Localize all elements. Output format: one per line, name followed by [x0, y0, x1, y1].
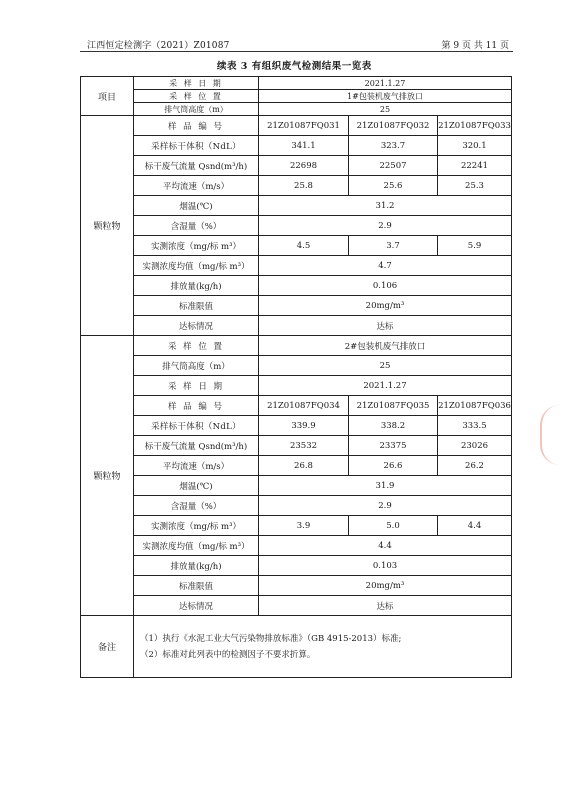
table-row — [81, 77, 512, 90]
g2-measured-conc: 3.9 — [259, 516, 349, 536]
label-sample-location: 采 样 位 置 — [134, 336, 259, 356]
table-row — [81, 116, 512, 136]
label-sample-no: 样 品 编 号 — [134, 116, 259, 136]
label-standard-limit: 标准限值 — [134, 296, 259, 316]
table-row — [81, 316, 512, 336]
table-row — [81, 136, 512, 156]
g1-avg-velocity: 25.6 — [349, 176, 438, 196]
g2-std-dry-volume: 339.9 — [259, 416, 349, 436]
table-title: 续表 3 有组织废气检测结果一览表 — [217, 61, 372, 72]
label-avg-conc: 实测浓度均值（mg/标 m³） — [134, 536, 259, 556]
g1-measured-conc: 3.7 — [349, 236, 438, 256]
g2-standard-limit: 20mg/m³ — [259, 576, 512, 596]
table-row — [81, 176, 512, 196]
g2-avg-velocity: 26.8 — [259, 456, 349, 476]
g1-measured-conc: 5.9 — [438, 236, 512, 256]
report-number: 江西恒定检测字（2021）Z01087 — [87, 41, 230, 51]
g1-moisture: 2.9 — [259, 216, 512, 236]
table-row — [81, 596, 512, 616]
g1-sample-no: 21Z01087FQ032 — [349, 116, 438, 136]
g1-pollutant-cell: 颗粒物 — [81, 116, 134, 336]
page-indicator: 第 9 页 共 11 页 — [441, 41, 509, 51]
g2-sample-date: 2021.1.27 — [259, 376, 512, 396]
label-avg-velocity: 平均流速（m/s） — [134, 176, 259, 196]
table-row — [81, 516, 512, 536]
label-stack-height: 排气筒高度（m） — [134, 356, 259, 376]
table-row — [81, 416, 512, 436]
emission-results-table — [80, 76, 512, 678]
g1-sample-no: 21Z01087FQ031 — [259, 116, 349, 136]
label-standard-limit: 标准限值 — [134, 576, 259, 596]
label-measured-conc: 实测浓度（mg/标 m³） — [134, 516, 259, 536]
g2-avg-conc: 4.4 — [259, 536, 512, 556]
g2-compliance: 达标 — [259, 596, 512, 616]
g1-sample-location: 1#包装机废气排放口 — [259, 90, 512, 103]
label-sample-date: 采 样 日 期 — [134, 77, 259, 90]
g2-std-dry-flow: 23532 — [259, 436, 349, 456]
g1-measured-conc: 4.5 — [259, 236, 349, 256]
label-sample-date: 采 样 日 期 — [134, 376, 259, 396]
label-emission-rate: 排放量(kg/h) — [134, 556, 259, 576]
seal-stamp-edge — [540, 405, 560, 465]
g2-sample-no: 21Z01087FQ034 — [259, 396, 349, 416]
g1-std-dry-flow: 22241 — [438, 156, 512, 176]
table-row — [81, 216, 512, 236]
g2-stack-height: 25 — [259, 356, 512, 376]
g2-flue-temp: 31.9 — [259, 476, 512, 496]
label-std-dry-volume: 采样标干体积（NdL） — [134, 136, 259, 156]
g2-moisture: 2.9 — [259, 496, 512, 516]
g2-measured-conc: 4.4 — [438, 516, 512, 536]
label-compliance: 达标情况 — [134, 596, 259, 616]
g1-avg-velocity: 25.3 — [438, 176, 512, 196]
label-std-dry-flow: 标干废气流量 Qsnd(m³/h) — [134, 156, 259, 176]
label-measured-conc: 实测浓度（mg/标 m³） — [134, 236, 259, 256]
g1-sample-no: 21Z01087FQ033 — [438, 116, 512, 136]
g1-emission-rate: 0.106 — [259, 276, 512, 296]
g1-std-dry-flow: 22507 — [349, 156, 438, 176]
table-row — [81, 236, 512, 256]
g2-measured-conc: 5.0 — [349, 516, 438, 536]
g2-avg-velocity: 26.6 — [349, 456, 438, 476]
table-row — [81, 276, 512, 296]
label-sample-location: 采 样 位 置 — [134, 90, 259, 103]
table-row — [81, 356, 512, 376]
table-row — [81, 456, 512, 476]
remarks-label: 备注 — [81, 616, 134, 678]
g2-emission-rate: 0.103 — [259, 556, 512, 576]
g2-sample-location: 2#包装机废气排放口 — [259, 336, 512, 356]
g2-sample-no: 21Z01087FQ035 — [349, 396, 438, 416]
g1-std-dry-volume: 341.1 — [259, 136, 349, 156]
g2-std-dry-volume: 338.2 — [349, 416, 438, 436]
table-row — [81, 336, 512, 356]
header-divider — [80, 51, 513, 52]
table-row — [81, 616, 512, 678]
label-emission-rate: 排放量(kg/h) — [134, 276, 259, 296]
g2-std-dry-flow: 23375 — [349, 436, 438, 456]
g1-flue-temp: 31.2 — [259, 196, 512, 216]
label-compliance: 达标情况 — [134, 316, 259, 336]
g1-avg-conc: 4.7 — [259, 256, 512, 276]
table-row — [81, 576, 512, 596]
table-row — [81, 536, 512, 556]
g2-std-dry-volume: 333.5 — [438, 416, 512, 436]
label-moisture: 含湿量（%） — [134, 496, 259, 516]
table-row — [81, 156, 512, 176]
remarks-line-1: （1）执行《水泥工业大气污染物排放标准》（GB 4915-2013）标准; — [140, 633, 402, 644]
label-avg-conc: 实测浓度均值（mg/标 m³） — [134, 256, 259, 276]
table-row — [81, 256, 512, 276]
remarks-cell — [134, 616, 512, 678]
table-row — [81, 396, 512, 416]
label-moisture: 含湿量（%） — [134, 216, 259, 236]
g1-std-dry-flow: 22698 — [259, 156, 349, 176]
g2-avg-velocity: 26.2 — [438, 456, 512, 476]
label-avg-velocity: 平均流速（m/s） — [134, 456, 259, 476]
g2-pollutant-cell: 颗粒物 — [81, 336, 134, 616]
table-row — [81, 476, 512, 496]
g1-stack-height: 25 — [259, 103, 512, 116]
g1-std-dry-volume: 323.7 — [349, 136, 438, 156]
label-flue-temp: 烟温(℃) — [134, 196, 259, 216]
table-row — [81, 296, 512, 316]
g2-sample-no: 21Z01087FQ036 — [438, 396, 512, 416]
item-header-cell: 项目 — [81, 77, 134, 116]
label-std-dry-flow: 标干废气流量 Qsnd(m³/h) — [134, 436, 259, 456]
table-row — [81, 376, 512, 396]
table-row — [81, 496, 512, 516]
label-flue-temp: 烟温(℃) — [134, 476, 259, 496]
table-row — [81, 196, 512, 216]
remarks-line-2: （2）标准对此列表中的检测因子不要求折算。 — [140, 649, 316, 660]
table-row — [81, 90, 512, 103]
label-stack-height: 排气筒高度（m） — [134, 103, 259, 116]
table-row — [81, 103, 512, 116]
g2-std-dry-flow: 23026 — [438, 436, 512, 456]
g1-std-dry-volume: 320.1 — [438, 136, 512, 156]
g1-compliance: 达标 — [259, 316, 512, 336]
g1-standard-limit: 20mg/m³ — [259, 296, 512, 316]
g1-sample-date: 2021.1.27 — [259, 77, 512, 90]
table-row — [81, 556, 512, 576]
label-std-dry-volume: 采样标干体积（NdL） — [134, 416, 259, 436]
table-row — [81, 436, 512, 456]
g1-avg-velocity: 25.8 — [259, 176, 349, 196]
label-sample-no: 样 品 编 号 — [134, 396, 259, 416]
